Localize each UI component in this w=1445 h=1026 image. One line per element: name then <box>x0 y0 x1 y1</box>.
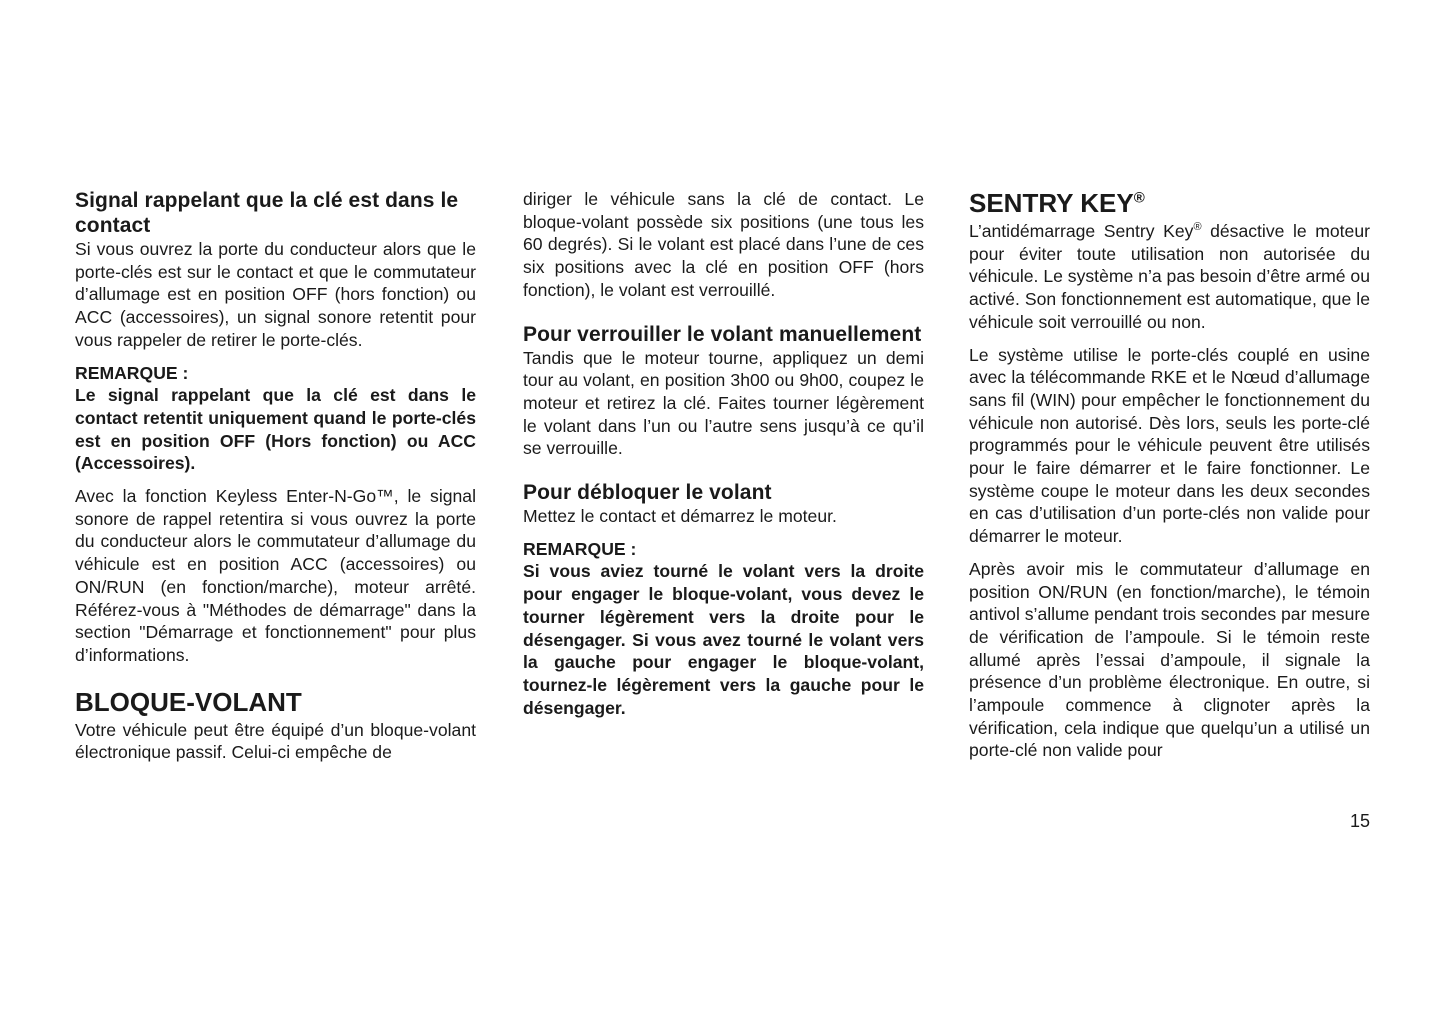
registered-trademark-icon: ® <box>1193 221 1202 234</box>
note-label: REMARQUE : <box>523 538 637 559</box>
page-number: 15 <box>1349 811 1370 831</box>
section-heading-unlock: Pour débloquer le volant <box>523 481 772 505</box>
registered-trademark-icon: ® <box>1133 189 1145 207</box>
key-reminder-paragraph: Si vous ouvrez la porte du conducteur alors que le porte-clés est sur le contact et que le commutateur d’allumage est en position OFF (hors fonction) ou ACC (accessoires), un signal sonore retentit pour vous rappeler de retirer le porte-clés. <box>75 239 476 350</box>
note-text: Si vous aviez tourné le volant vers la droite pour engager le bloque-volant, vous devez le tourner légèrement vers la droite pour le désengager. Si vous avez tourné le volant vers la gauche pour engager le bloque-volant, tournez-le légèrement vers la gauche pour le désengager. <box>523 561 924 718</box>
note-text: Le signal rappelant que la clé est dans le contact retentit uniquement quand le porte-clés est en position OFF (Hors fonction) ou ACC (Accessoires). <box>75 385 476 474</box>
keyless-paragraph: Avec la fonction Keyless Enter-N-Go™, le signal sonore de rappel retentira si vous ouvrez la porte du conducteur alors le commutateur d’allumage du véhicule est en position ACC (accessoires) ou ON/RUN (en fonction/marche), moteur arrêté. Référez-vous à "Méthodes de démarrage" dans la section "Démarrage et fonctionnement" pour plus d’informations. <box>75 486 476 665</box>
section-heading-sentry-key <box>969 188 1370 218</box>
steering-lock-continued-paragraph: diriger le véhicule sans la clé de contact. Le bloque-volant possède six positions (une tous les 60 degrés). Si le volant est placé dans l’une de ces six positions avec la clé en position OFF (hors fonction), le volant est verrouillé. <box>523 189 924 300</box>
note-label: REMARQUE : <box>75 362 189 383</box>
sentry-key-paragraph-2: Le système utilise le porte-clés couplé en usine avec la télécommande RKE et le Nœud d’allumage sans fil (WIN) pour empêcher le fonctionnement du véhicule non autorisé. Dès lors, seuls les porte-clé programmés pour le véhicule peuvent être utilisés pour le faire démarrer et le faire fonctionner. Le système coupe le moteur dans les deux secondes en cas d’utilisation d’un porte-clés non valide pour démarrer le moteur. <box>969 344 1370 547</box>
sentry-key-paragraph-1: L’antidémarrage Sentry Key® désactive le moteur pour éviter toute utilisation non autorisée du véhicule. Le système n’a pas besoin d’être armé ou activé. Son fonctionnement est automatique, que le véhicule soit verrouillé ou non. <box>969 221 1370 332</box>
section-heading-steering-lock: BLOQUE-VOLANT <box>75 686 302 717</box>
column-left <box>75 188 476 774</box>
unlock-paragraph: Mettez le contact et démarrez le moteur. <box>523 506 837 527</box>
section-heading-manual-lock: Pour verrouiller le volant manuellement <box>523 322 922 346</box>
steering-lock-paragraph: Votre véhicule peut être équipé d’un bloque-volant électronique passif. Celui-ci empêche de <box>75 719 476 763</box>
column-middle <box>523 188 924 729</box>
sentry-key-title: SENTRY KEY <box>969 188 1134 218</box>
sentry-key-paragraph-3: Après avoir mis le commutateur d’allumage en position ON/RUN (en fonction/marche), le témoin antivol s’allume pendant trois secondes par mesure de vérification de l’ampoule. Si le témoin reste allumé après l’essai d’ampoule, il signale la présence d’un problème électronique. En outre, si l’ampoule commence à clignoter après la vérification, cela indique que quelqu’un a utilisé un porte-clé non valide pour <box>969 558 1370 761</box>
section-heading-key-reminder: Signal rappelant que la clé est dans le contact <box>75 189 459 237</box>
column-right <box>969 188 1370 772</box>
manual-lock-paragraph: Tandis que le moteur tourne, appliquez un demi tour au volant, en position 3h00 ou 9h00, coupez le moteur et retirez la clé. Faites tourner légèrement le volant dans l’un ou l’autre sens jusqu’à ce qu’il se verrouille. <box>523 347 924 459</box>
